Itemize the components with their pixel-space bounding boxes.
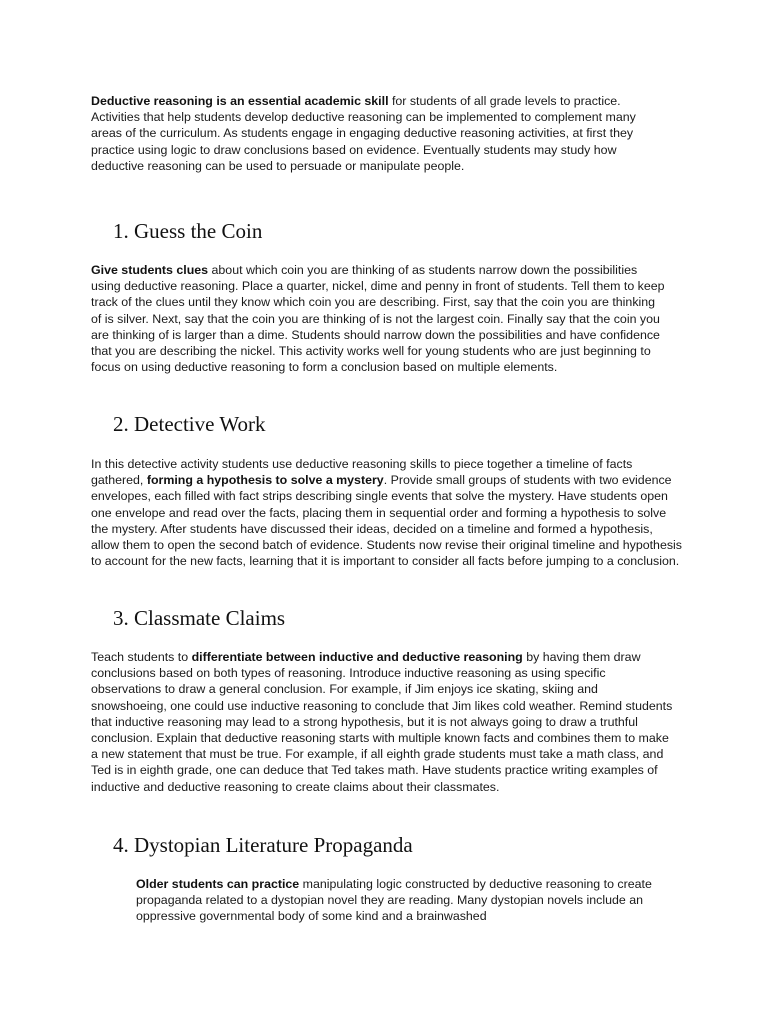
section-bold-phrase: differentiate between inductive and deductive reasoning bbox=[191, 650, 523, 664]
section-bold-phrase: Give students clues bbox=[91, 263, 209, 277]
intro-paragraph bbox=[91, 93, 651, 174]
section-text-before: Teach students to bbox=[91, 650, 192, 664]
section-paragraph-guess-the-coin bbox=[91, 262, 666, 375]
section-heading-classmate-claims: 3. Classmate Claims bbox=[113, 606, 286, 630]
section-bold-phrase: forming a hypothesis to solve a mystery bbox=[146, 473, 384, 488]
section-text-before: In this detective activity students use deductive reasoning skills to piece together a timeline of facts gathered, bbox=[91, 457, 633, 488]
section-heading-dystopian-literature-propaganda: 4. Dystopian Literature Propaganda bbox=[113, 833, 413, 857]
intro-lead-bold: Deductive reasoning is an essential academic skill bbox=[91, 94, 389, 108]
section-text-after: about which coin you are thinking of as students narrow down the possibilities using deductive reasoning. Place a quarter, nickel, dime and penny in front of students. Tell them to keep track of the clues until they know which coin you are describing. First, say that the coin you are thinking of is silver. Next, say that the coin you are thinking of is not the largest coin. Finally say that the coin you are thinking of is larger than a dime. Students should narrow down the possibilities and have confidence that you are describing the nickel. This activity works well for young students who are just beginning to focus on using deductive reasoning to form a conclusion based on multiple elements. bbox=[91, 263, 665, 375]
section-paragraph-classmate-claims bbox=[91, 649, 674, 795]
section-paragraph-detective-work bbox=[91, 456, 682, 569]
section-text-after: by having them draw conclusions based on both types of reasoning. Introduce inductive reasoning as using specific observations to draw a general conclusion. For example, if Jim enjoys ice skating, skiing and snowshoeing, one could use inductive reasoning to conclude that Jim likes cold weather. Remind students that inductive reasoning may lead to a strong hypothesis, but it is not always going to draw a truthful conclusion. Explain that deductive reasoning starts with multiple known facts and combines them to make a new statement that must be true. For example, if all eighth grade students must take a math class, and Ted is in eighth grade, one can deduce that Ted takes math. Have students practice writing examples of inductive and deductive reasoning to create claims about their classmates. bbox=[91, 650, 673, 794]
section-heading-detective-work: 2. Detective Work bbox=[113, 412, 266, 436]
section-text-after: manipulating logic constructed by deductive reasoning to create propaganda related to a dystopian novel they are reading. Many dystopian novels include an oppressive governmental body of some kind and a brainwashed bbox=[136, 877, 652, 924]
section-paragraph-dystopian-literature-propaganda bbox=[136, 876, 676, 925]
section-text-after: . Provide small groups of students with two evidence envelopes, each filled with fact strips describing single events that solve the mystery. Have students open one envelope and read over the facts, placing them in sequential order and forming a hypothesis to solve the mystery. After students have discussed their ideas, decided on a timeline and formed a hypothesis, allow them to open the second batch of evidence. Students now revise their original timeline and hypothesis to account for the new facts, learning that it is important to consider all facts before jumping to a conclusion. bbox=[91, 473, 682, 569]
section-heading-guess-the-coin: 1. Guess the Coin bbox=[113, 219, 263, 243]
intro-body-text: for students of all grade levels to practice. Activities that help students develop deductive reasoning can be implemented to complement many areas of the curriculum. As students engage in engaging deductive reasoning activities, at first they practice using logic to draw conclusions based on evidence. Eventually students may study how deductive reasoning can be used to persuade or manipulate people. bbox=[91, 94, 636, 173]
section-bold-phrase: Older students can practice bbox=[136, 877, 300, 891]
